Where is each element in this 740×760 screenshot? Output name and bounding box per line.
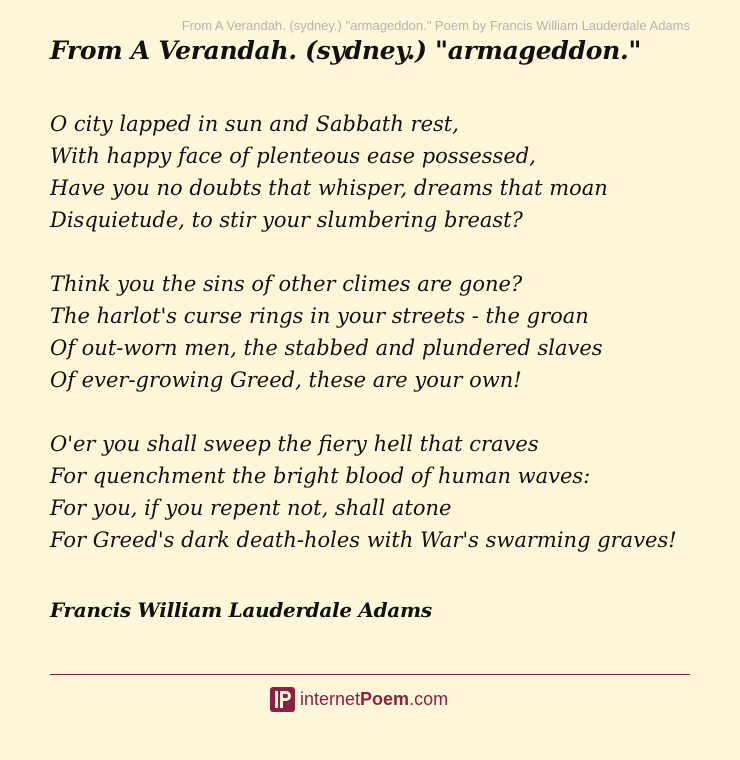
brand-part-com: .com	[409, 688, 449, 709]
poem-line: Have you no doubts that whisper, dreams that moan	[50, 176, 608, 200]
site-brand-name	[300, 689, 448, 710]
stanza-2	[50, 268, 700, 396]
stanza-3	[50, 428, 700, 556]
stanza-1	[50, 108, 700, 236]
poem-line: Disquietude, to stir your slumbering breast?	[50, 208, 523, 232]
page-caption: From A Verandah. (sydney.) "armageddon." Poem by Francis William Lauderdale Adams	[181, 18, 690, 33]
poem-line: Of out-worn men, the stabbed and plundered slaves	[50, 336, 603, 360]
poem-body	[50, 108, 700, 588]
brand-part-poem: Poem	[360, 688, 410, 709]
footer-divider	[50, 674, 690, 675]
brand-part-internet: internet	[300, 688, 361, 709]
poem-author: Francis William Lauderdale Adams	[50, 598, 432, 622]
poem-line: For Greed's dark death-holes with War's swarming graves!	[50, 528, 677, 552]
poem-line: The harlot's curse rings in your streets - the groan	[50, 304, 589, 328]
poem-line: With happy face of plenteous ease possessed,	[50, 144, 536, 168]
site-brand-link[interactable]	[270, 686, 448, 712]
poem-line: O'er you shall sweep the fiery hell that craves	[50, 432, 539, 456]
poem-line: For quenchment the bright blood of human waves:	[50, 464, 591, 488]
poem-line: O city lapped in sun and Sabbath rest,	[50, 112, 459, 136]
poem-title: From A Verandah. (sydney.) "armageddon."	[50, 36, 642, 65]
poem-line: For you, if you repent not, shall atone	[50, 496, 452, 520]
poem-line: Think you the sins of other climes are gone?	[50, 272, 523, 296]
poem-line: Of ever-growing Greed, these are your own!	[50, 368, 522, 392]
internetpoem-logo-icon	[270, 687, 295, 712]
